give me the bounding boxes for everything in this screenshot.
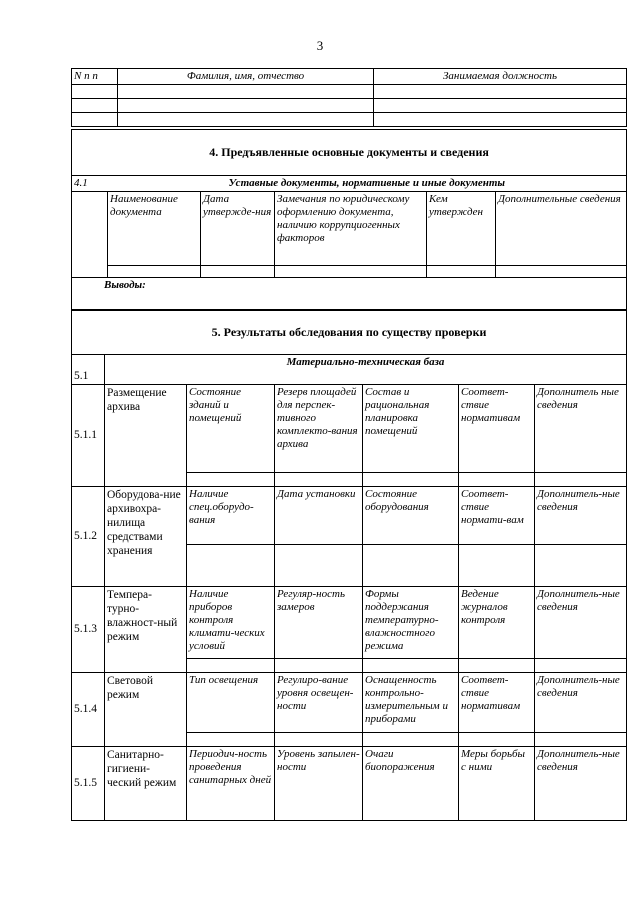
section-4-title: 4. Предъявленные основные документы и сведения <box>72 130 627 176</box>
header-name: Фамилия, имя, отчество <box>118 69 374 85</box>
cell: Наличие приборов контроля климати-ческих условий <box>187 587 275 659</box>
cell: Регулиро-вание уровня освещен-ности <box>275 673 363 733</box>
cell: Дополнитель-ные сведения <box>535 673 627 733</box>
cell: Дополнитель-ные сведения <box>535 587 627 659</box>
header-num: N п п <box>72 69 118 85</box>
row-num: 5.1.3 <box>72 587 105 673</box>
row-num: 5.1.2 <box>72 487 105 587</box>
col-approval-date: Дата утвержде-ния <box>201 192 275 266</box>
cell: Ведение журналов контроля <box>459 587 535 659</box>
cell: Периодич-ность проведения санитарных дней <box>187 747 275 821</box>
cell: Соответ-ствие нормативам <box>459 673 535 733</box>
row-name: Санитарно-гигиени-ческий режим <box>105 747 187 821</box>
table-row <box>72 587 627 659</box>
cell: Меры борьбы с ними <box>459 747 535 821</box>
row-name: Световой режим <box>105 673 187 747</box>
subsection-5-1-num: 5.1 <box>72 355 105 385</box>
cell: Дополнитель ные сведения <box>535 385 627 473</box>
cell: Формы поддержания температурно-влажностного режима <box>363 587 459 659</box>
table-row <box>72 113 627 127</box>
cell: Дополнитель-ные сведения <box>535 487 627 545</box>
subsection-4-1-title: Уставные документы, нормативные и иные документы <box>108 176 627 192</box>
cell: Состояние зданий и помещений <box>187 385 275 473</box>
cell: Состояние оборудования <box>363 487 459 545</box>
page-number: 3 <box>316 38 324 53</box>
section-5-title: 5. Результаты обследования по существу проверки <box>72 311 627 355</box>
cell: Состав и рациональная планировка помещений <box>363 385 459 473</box>
cell: Соответ-ствие нормативам <box>459 385 535 473</box>
cell: Наличие спец.оборудо-вания <box>187 487 275 545</box>
cell: Соответ-ствие нормати-вам <box>459 487 535 545</box>
header-position: Занимаемая должность <box>374 69 627 85</box>
table-row <box>72 99 627 113</box>
cell: Тип освещения <box>187 673 275 733</box>
cell: Дополнитель-ные сведения <box>535 747 627 821</box>
col-approved-by: Кем утвержден <box>427 192 496 266</box>
row-num: 5.1.4 <box>72 673 105 747</box>
row-num: 5.1.1 <box>72 385 105 487</box>
persons-table <box>71 68 627 127</box>
row-name: Оборудова-ние архивохра-нилища средствами хранения <box>105 487 187 587</box>
subsection-4-1-num: 4.1 <box>72 176 108 192</box>
cell: Регуляр-ность замеров <box>275 587 363 659</box>
subsection-5-1-title: Материально-техническая база <box>105 355 627 385</box>
section-4-table <box>71 129 627 310</box>
col-additional-info: Дополнительные сведения <box>496 192 627 266</box>
table-row <box>72 266 627 278</box>
section-5-table <box>71 310 627 821</box>
col-remarks: Замечания по юридическому оформлению документа, наличию коррупциогенных факторов <box>275 192 427 266</box>
row-name: Размещение архива <box>105 385 187 487</box>
cell: Оснащенность контрольно-измерительным и приборами <box>363 673 459 733</box>
table-row <box>72 385 627 473</box>
table-row <box>72 747 627 821</box>
row-num: 5.1.5 <box>72 747 105 821</box>
cell: Дата установки <box>275 487 363 545</box>
table-row <box>72 487 627 545</box>
conclusions-label: Выводы: <box>72 278 627 310</box>
cell: Резерв площадей для перспек-тивного комплекто-вания архива <box>275 385 363 473</box>
table-row <box>72 85 627 99</box>
cell: Уровень запылен-ности <box>275 747 363 821</box>
col-document-name: Наименование документа <box>108 192 201 266</box>
cell: Очаги биопоражения <box>363 747 459 821</box>
row-name: Темпера-турно-влажност-ный режим <box>105 587 187 673</box>
table-row <box>72 673 627 733</box>
